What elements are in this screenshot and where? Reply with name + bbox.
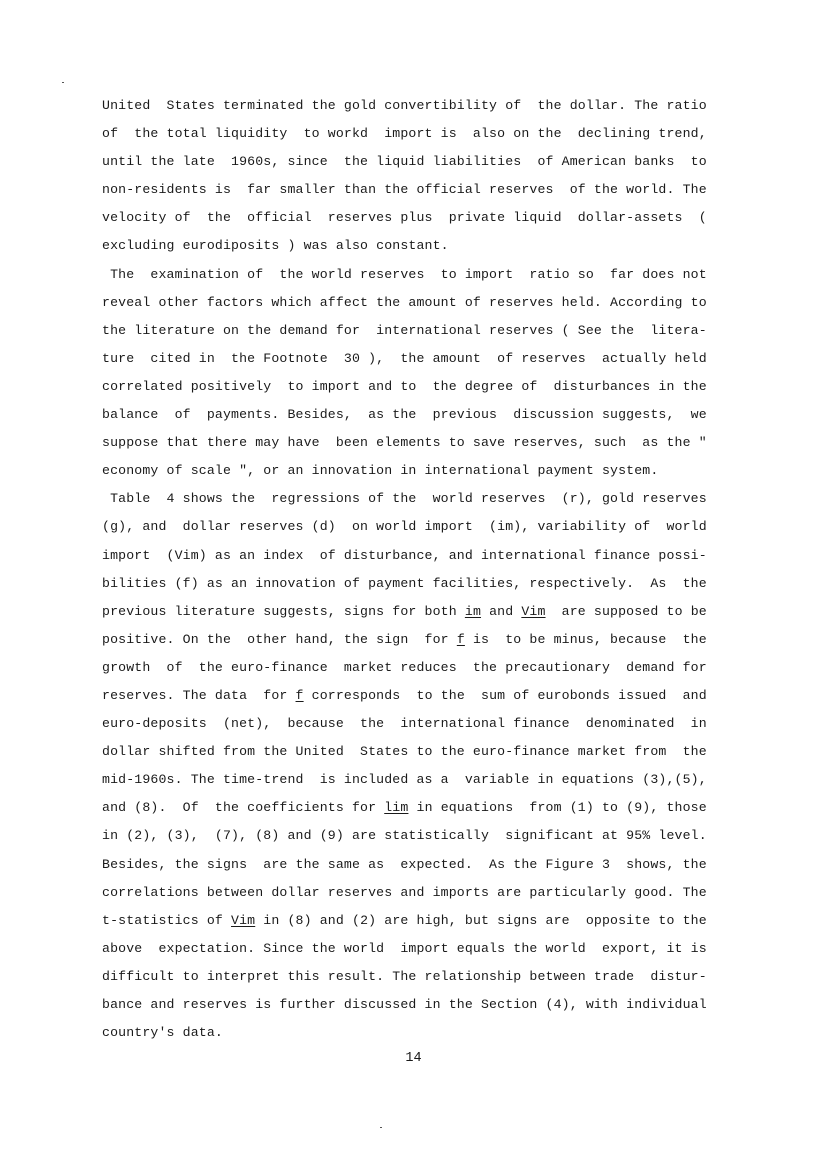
text-line: positive. On the other hand, the sign for f is to be minus, because the bbox=[102, 631, 707, 647]
scan-speck bbox=[380, 1127, 382, 1128]
underlined-variable: lim bbox=[384, 800, 409, 816]
text-line: The examination of the world reserves to import ratio so far does not bbox=[102, 266, 707, 282]
page-number: 14 bbox=[405, 1051, 422, 1066]
text-line: country's data. bbox=[102, 1025, 223, 1041]
text-line: mid-1960s. The time-trend is included as a variable in equations (3),(5), bbox=[102, 772, 707, 788]
text-line: above expectation. Since the world import equals the world export, it is bbox=[102, 940, 707, 956]
text-line: United States terminated the gold convertibility of the dollar. The ratio bbox=[102, 98, 707, 113]
text-line: velocity of the official reserves plus private liquid dollar-assets ( bbox=[102, 210, 707, 226]
text-line: difficult to interpret this result. The relationship between trade distur- bbox=[102, 968, 707, 984]
underlined-variable: f bbox=[295, 687, 304, 703]
text-line: (g), and dollar reserves (d) on world import (im), variability of world bbox=[102, 519, 707, 535]
text-line: correlated positively to import and to the degree of disturbances in the bbox=[102, 378, 707, 394]
text-line: economy of scale ", or an innovation in international payment system. bbox=[102, 463, 659, 479]
text-line: import (Vim) as an index of disturbance, and international finance possi- bbox=[102, 547, 707, 563]
text-line: of the total liquidity to workd import is also on the declining trend, bbox=[102, 126, 707, 142]
text-line: reveal other factors which affect the amount of reserves held. According to bbox=[102, 294, 707, 310]
text-line: reserves. The data for f corresponds to the sum of eurobonds issued and bbox=[102, 687, 707, 703]
text-line: bance and reserves is further discussed in the Section (4), with individual bbox=[102, 997, 707, 1012]
underlined-variable: im bbox=[464, 603, 482, 619]
underlined-variable: Vim bbox=[521, 603, 546, 619]
underlined-variable: f bbox=[456, 631, 465, 647]
text-line: bilities (f) as an innovation of payment facilities, respectively. As the bbox=[102, 575, 707, 591]
underlined-variable: Vim bbox=[231, 912, 256, 928]
text-line: t-statistics of Vim in (8) and (2) are high, but signs are opposite to the bbox=[102, 912, 707, 928]
text-line: growth of the euro-finance market reduces the precautionary demand for bbox=[102, 659, 707, 675]
text-line: dollar shifted from the United States to the euro-finance market from the bbox=[102, 744, 707, 760]
text-line: Besides, the signs are the same as expected. As the Figure 3 shows, the bbox=[102, 856, 707, 872]
text-line: ture cited in the Footnote 30 ), the amount of reserves actually held bbox=[102, 350, 707, 366]
text-line: the literature on the demand for international reserves ( See the litera- bbox=[102, 322, 707, 338]
text-line: and (8). Of the coefficients for lim in equations from (1) to (9), those bbox=[102, 800, 707, 816]
body-text bbox=[102, 92, 734, 1047]
text-line: euro-deposits (net), because the international finance denominated in bbox=[102, 716, 707, 732]
text-line: excluding eurodiposits ) was also constant. bbox=[102, 238, 449, 254]
text-line: balance of payments. Besides, as the previous discussion suggests, we bbox=[102, 407, 707, 423]
scan-speck bbox=[62, 82, 64, 83]
text-line: in (2), (3), (7), (8) and (9) are statistically significant at 95% level. bbox=[102, 828, 707, 844]
text-line: Table 4 shows the regressions of the world reserves (r), gold reserves bbox=[102, 491, 707, 507]
text-line: suppose that there may have been elements to save reserves, such as the " bbox=[102, 435, 707, 451]
text-line: non-residents is far smaller than the official reserves of the world. The bbox=[102, 182, 707, 198]
text-line: until the late 1960s, since the liquid liabilities of American banks to bbox=[102, 154, 707, 170]
text-line: correlations between dollar reserves and imports are particularly good. The bbox=[102, 884, 707, 900]
text-line: previous literature suggests, signs for both im and Vim are supposed to be bbox=[102, 603, 707, 619]
